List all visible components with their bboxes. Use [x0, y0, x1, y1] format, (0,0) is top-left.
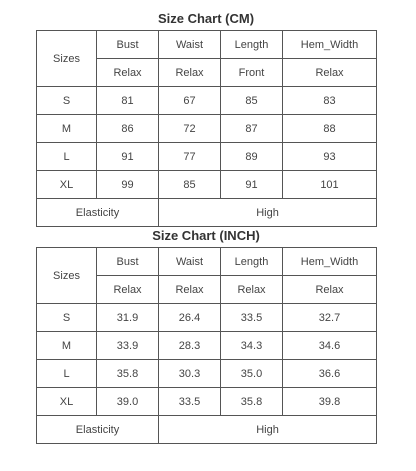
- table-row: [37, 115, 377, 143]
- size-label: L: [37, 360, 97, 388]
- waist-value: 28.3: [159, 332, 221, 360]
- elasticity-row: [37, 416, 377, 444]
- length-value: 34.3: [221, 332, 283, 360]
- size-chart-inch: [36, 225, 376, 444]
- hem-width-value: 32.7: [283, 304, 377, 332]
- size-chart-cm: [36, 8, 376, 227]
- table-row: [37, 171, 377, 199]
- size-label: XL: [37, 388, 97, 416]
- waist-value: 26.4: [159, 304, 221, 332]
- bust-value: 35.8: [97, 360, 159, 388]
- size-label: S: [37, 87, 97, 115]
- table-row: [37, 360, 377, 388]
- table-row: [37, 87, 377, 115]
- column-header-length: Length: [221, 248, 283, 276]
- hem-width-value: 83: [283, 87, 377, 115]
- elasticity-row: [37, 199, 377, 227]
- length-value: 89: [221, 143, 283, 171]
- table-row: [37, 388, 377, 416]
- column-header-hem-width: Hem_Width: [283, 31, 377, 59]
- size-table-cm: [36, 30, 377, 227]
- length-value: 33.5: [221, 304, 283, 332]
- length-value: 91: [221, 171, 283, 199]
- fit-bust: Relax: [97, 276, 159, 304]
- chart-title-inch: Size Chart (INCH): [152, 228, 260, 243]
- elasticity-label: Elasticity: [37, 416, 159, 444]
- size-table-inch: [36, 247, 377, 444]
- fit-length: Front: [221, 59, 283, 87]
- size-label: M: [37, 115, 97, 143]
- fit-length: Relax: [221, 276, 283, 304]
- bust-value: 86: [97, 115, 159, 143]
- length-value: 35.0: [221, 360, 283, 388]
- chart-title-cm: Size Chart (CM): [157, 11, 255, 26]
- hem-width-value: 34.6: [283, 332, 377, 360]
- hem-width-value: 36.6: [283, 360, 377, 388]
- column-header-length: Length: [221, 31, 283, 59]
- header-row: [37, 31, 377, 59]
- fit-hem-width: Relax: [283, 59, 377, 87]
- size-label: XL: [37, 171, 97, 199]
- length-value: 35.8: [221, 388, 283, 416]
- hem-width-value: 93: [283, 143, 377, 171]
- waist-value: 85: [159, 171, 221, 199]
- size-label: L: [37, 143, 97, 171]
- column-header-waist: Waist: [159, 248, 221, 276]
- hem-width-value: 88: [283, 115, 377, 143]
- bust-value: 91: [97, 143, 159, 171]
- waist-value: 67: [159, 87, 221, 115]
- size-label: M: [37, 332, 97, 360]
- column-header-bust: Bust: [97, 248, 159, 276]
- table-row: [37, 143, 377, 171]
- fit-waist: Relax: [159, 59, 221, 87]
- elasticity-value: High: [159, 416, 377, 444]
- waist-value: 77: [159, 143, 221, 171]
- waist-value: 72: [159, 115, 221, 143]
- bust-value: 39.0: [97, 388, 159, 416]
- column-header-waist: Waist: [159, 31, 221, 59]
- bust-value: 31.9: [97, 304, 159, 332]
- size-label: S: [37, 304, 97, 332]
- column-header-bust: Bust: [97, 31, 159, 59]
- waist-value: 33.5: [159, 388, 221, 416]
- fit-bust: Relax: [97, 59, 159, 87]
- length-value: 85: [221, 87, 283, 115]
- column-header-hem-width: Hem_Width: [283, 248, 377, 276]
- length-value: 87: [221, 115, 283, 143]
- elasticity-label: Elasticity: [37, 199, 159, 227]
- bust-value: 99: [97, 171, 159, 199]
- sizes-header: Sizes: [37, 31, 97, 87]
- hem-width-value: 101: [283, 171, 377, 199]
- fit-hem-width: Relax: [283, 276, 377, 304]
- elasticity-value: High: [159, 199, 377, 227]
- bust-value: 33.9: [97, 332, 159, 360]
- fit-waist: Relax: [159, 276, 221, 304]
- table-row: [37, 304, 377, 332]
- bust-value: 81: [97, 87, 159, 115]
- waist-value: 30.3: [159, 360, 221, 388]
- hem-width-value: 39.8: [283, 388, 377, 416]
- header-row: [37, 248, 377, 276]
- sizes-header: Sizes: [37, 248, 97, 304]
- table-row: [37, 332, 377, 360]
